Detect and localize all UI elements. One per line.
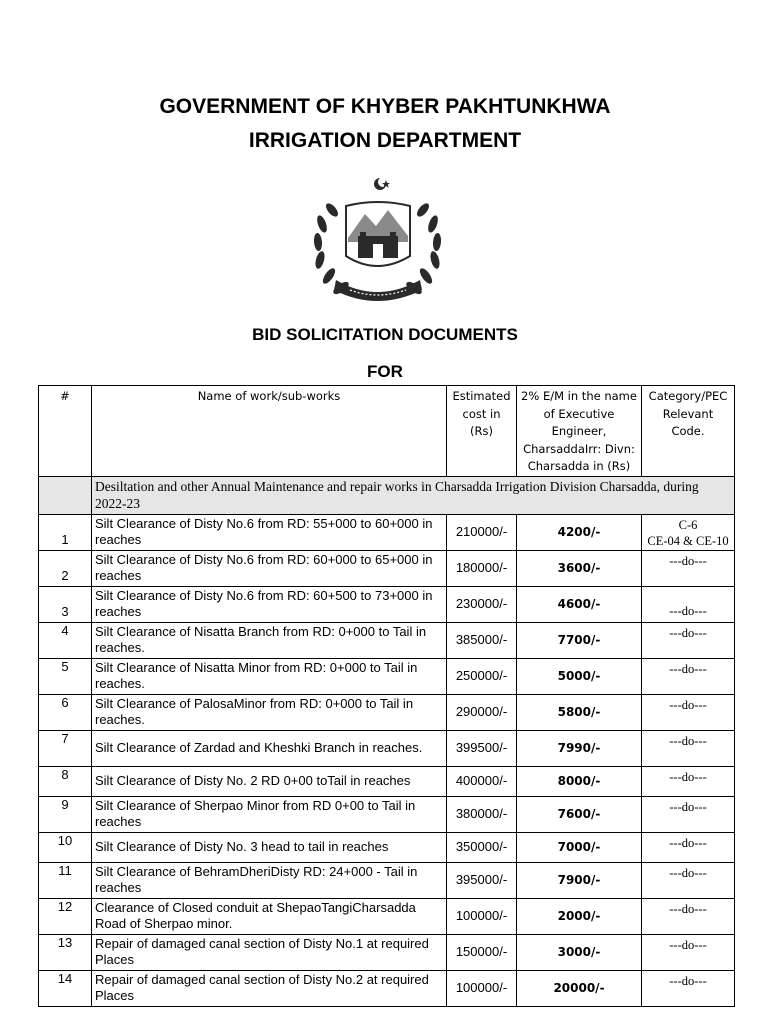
row-cost: 290000/- <box>447 694 517 730</box>
row-em: 7990/- <box>517 730 642 766</box>
row-cost: 210000/- <box>447 514 517 550</box>
row-number: 11 <box>39 862 92 898</box>
row-cost: 350000/- <box>447 832 517 862</box>
table-row <box>39 766 735 796</box>
works-table <box>38 385 735 1007</box>
row-em: 2000/- <box>517 898 642 934</box>
row-number: 14 <box>39 970 92 1006</box>
row-cost: 380000/- <box>447 796 517 832</box>
row-work: Silt Clearance of Zardad and Kheshki Branch in reaches. <box>92 730 447 766</box>
table-row <box>39 730 735 766</box>
row-category <box>642 514 735 550</box>
row-cost: 180000/- <box>447 550 517 586</box>
row-cost: 100000/- <box>447 970 517 1006</box>
column-header-work: Name of work/sub-works <box>92 386 447 477</box>
row-work: Clearance of Closed conduit at ShepaoTangiCharsadda Road of Sherpao minor. <box>92 898 447 934</box>
row-cost: 250000/- <box>447 658 517 694</box>
column-header-category: Category/PEC Relevant Code. <box>642 386 735 477</box>
row-category: ---do--- <box>642 586 735 622</box>
row-em: 7000/- <box>517 832 642 862</box>
column-header-no: # <box>39 386 92 477</box>
table-row <box>39 898 735 934</box>
row-category-line2: CE-04 & CE-10 <box>647 533 729 548</box>
row-cost: 400000/- <box>447 766 517 796</box>
table-header-row <box>39 386 735 477</box>
row-cost: 230000/- <box>447 586 517 622</box>
row-cost: 150000/- <box>447 934 517 970</box>
table-row <box>39 862 735 898</box>
table-row <box>39 796 735 832</box>
for-label: FOR <box>367 362 403 381</box>
table-row <box>39 694 735 730</box>
row-category: ---do--- <box>642 694 735 730</box>
row-number: 1 <box>39 514 92 550</box>
table-row <box>39 550 735 586</box>
table-row <box>39 970 735 1006</box>
row-cost: 395000/- <box>447 862 517 898</box>
table-row <box>39 622 735 658</box>
row-category: ---do--- <box>642 934 735 970</box>
column-header-cost: Estimated cost in (Rs) <box>447 386 517 477</box>
row-number: 4 <box>39 622 92 658</box>
row-category: ---do--- <box>642 766 735 796</box>
section-title: Desiltation and other Annual Maintenance and repair works in Charsadda Irrigation Division Charsadda, during 2022-23 <box>92 476 735 514</box>
row-category: ---do--- <box>642 832 735 862</box>
row-em: 5800/- <box>517 694 642 730</box>
section-row <box>39 476 735 514</box>
document-title: BID SOLICITATION DOCUMENTS <box>252 325 518 344</box>
row-em: 20000/- <box>517 970 642 1006</box>
row-work: Silt Clearance of PalosaMinor from RD: 0+000 to Tail in reaches. <box>92 694 447 730</box>
row-number: 12 <box>39 898 92 934</box>
row-work: Silt Clearance of Sherpao Minor from RD 0+00 to Tail in reaches <box>92 796 447 832</box>
row-cost: 385000/- <box>447 622 517 658</box>
row-number: 6 <box>39 694 92 730</box>
section-spacer <box>39 476 92 514</box>
row-number: 13 <box>39 934 92 970</box>
row-category: ---do--- <box>642 622 735 658</box>
row-number: 8 <box>39 766 92 796</box>
row-work: Silt Clearance of Nisatta Minor from RD: 0+000 to Tail in reaches. <box>92 658 447 694</box>
row-work: Silt Clearance of Nisatta Branch from RD: 0+000 to Tail in reaches. <box>92 622 447 658</box>
row-work: Repair of damaged canal section of Disty No.1 at required Places <box>92 934 447 970</box>
row-em: 4200/- <box>517 514 642 550</box>
row-em: 3000/- <box>517 934 642 970</box>
row-work: Silt Clearance of Disty No.6 from RD: 60+500 to 73+000 in reaches <box>92 586 447 622</box>
row-category: ---do--- <box>642 862 735 898</box>
row-em: 7600/- <box>517 796 642 832</box>
row-number: 10 <box>39 832 92 862</box>
row-work: Silt Clearance of Disty No. 3 head to tail in reaches <box>92 832 447 862</box>
table-row <box>39 934 735 970</box>
row-category: ---do--- <box>642 796 735 832</box>
row-category: ---do--- <box>642 730 735 766</box>
row-number: 7 <box>39 730 92 766</box>
row-em: 3600/- <box>517 550 642 586</box>
row-em: 7900/- <box>517 862 642 898</box>
row-number: 9 <box>39 796 92 832</box>
row-work: Silt Clearance of Disty No. 2 RD 0+00 toTail in reaches <box>92 766 447 796</box>
column-header-em: 2% E/M in the name of Executive Engineer, CharsaddaIrr: Divn: Charsadda in (Rs) <box>517 386 642 477</box>
row-number: 2 <box>39 550 92 586</box>
row-em: 7700/- <box>517 622 642 658</box>
table-row <box>39 658 735 694</box>
department-title: IRRIGATION DEPARTMENT <box>248 129 522 152</box>
row-category: ---do--- <box>642 550 735 586</box>
row-category: ---do--- <box>642 898 735 934</box>
row-em: 8000/- <box>517 766 642 796</box>
row-work: Repair of damaged canal section of Disty No.2 at required Places <box>92 970 447 1006</box>
row-work: Silt Clearance of Disty No.6 from RD: 60+000 to 65+000 in reaches <box>92 550 447 586</box>
table-row <box>39 514 735 550</box>
row-work: Silt Clearance of Disty No.6 from RD: 55+000 to 60+000 in reaches <box>92 514 447 550</box>
row-em: 4600/- <box>517 586 642 622</box>
government-title: GOVERNMENT OF KHYBER PAKHTUNKHWA <box>159 95 611 118</box>
row-category-line1: C-6 <box>678 517 698 532</box>
row-category: ---do--- <box>642 970 735 1006</box>
government-emblem-icon <box>310 176 445 308</box>
table-row <box>39 832 735 862</box>
row-cost: 100000/- <box>447 898 517 934</box>
row-em: 5000/- <box>517 658 642 694</box>
row-cost: 399500/- <box>447 730 517 766</box>
row-work: Silt Clearance of BehramDheriDisty RD: 24+000 - Tail in reaches <box>92 862 447 898</box>
row-number: 3 <box>39 586 92 622</box>
row-category: ---do--- <box>642 658 735 694</box>
table-row <box>39 586 735 622</box>
row-number: 5 <box>39 658 92 694</box>
